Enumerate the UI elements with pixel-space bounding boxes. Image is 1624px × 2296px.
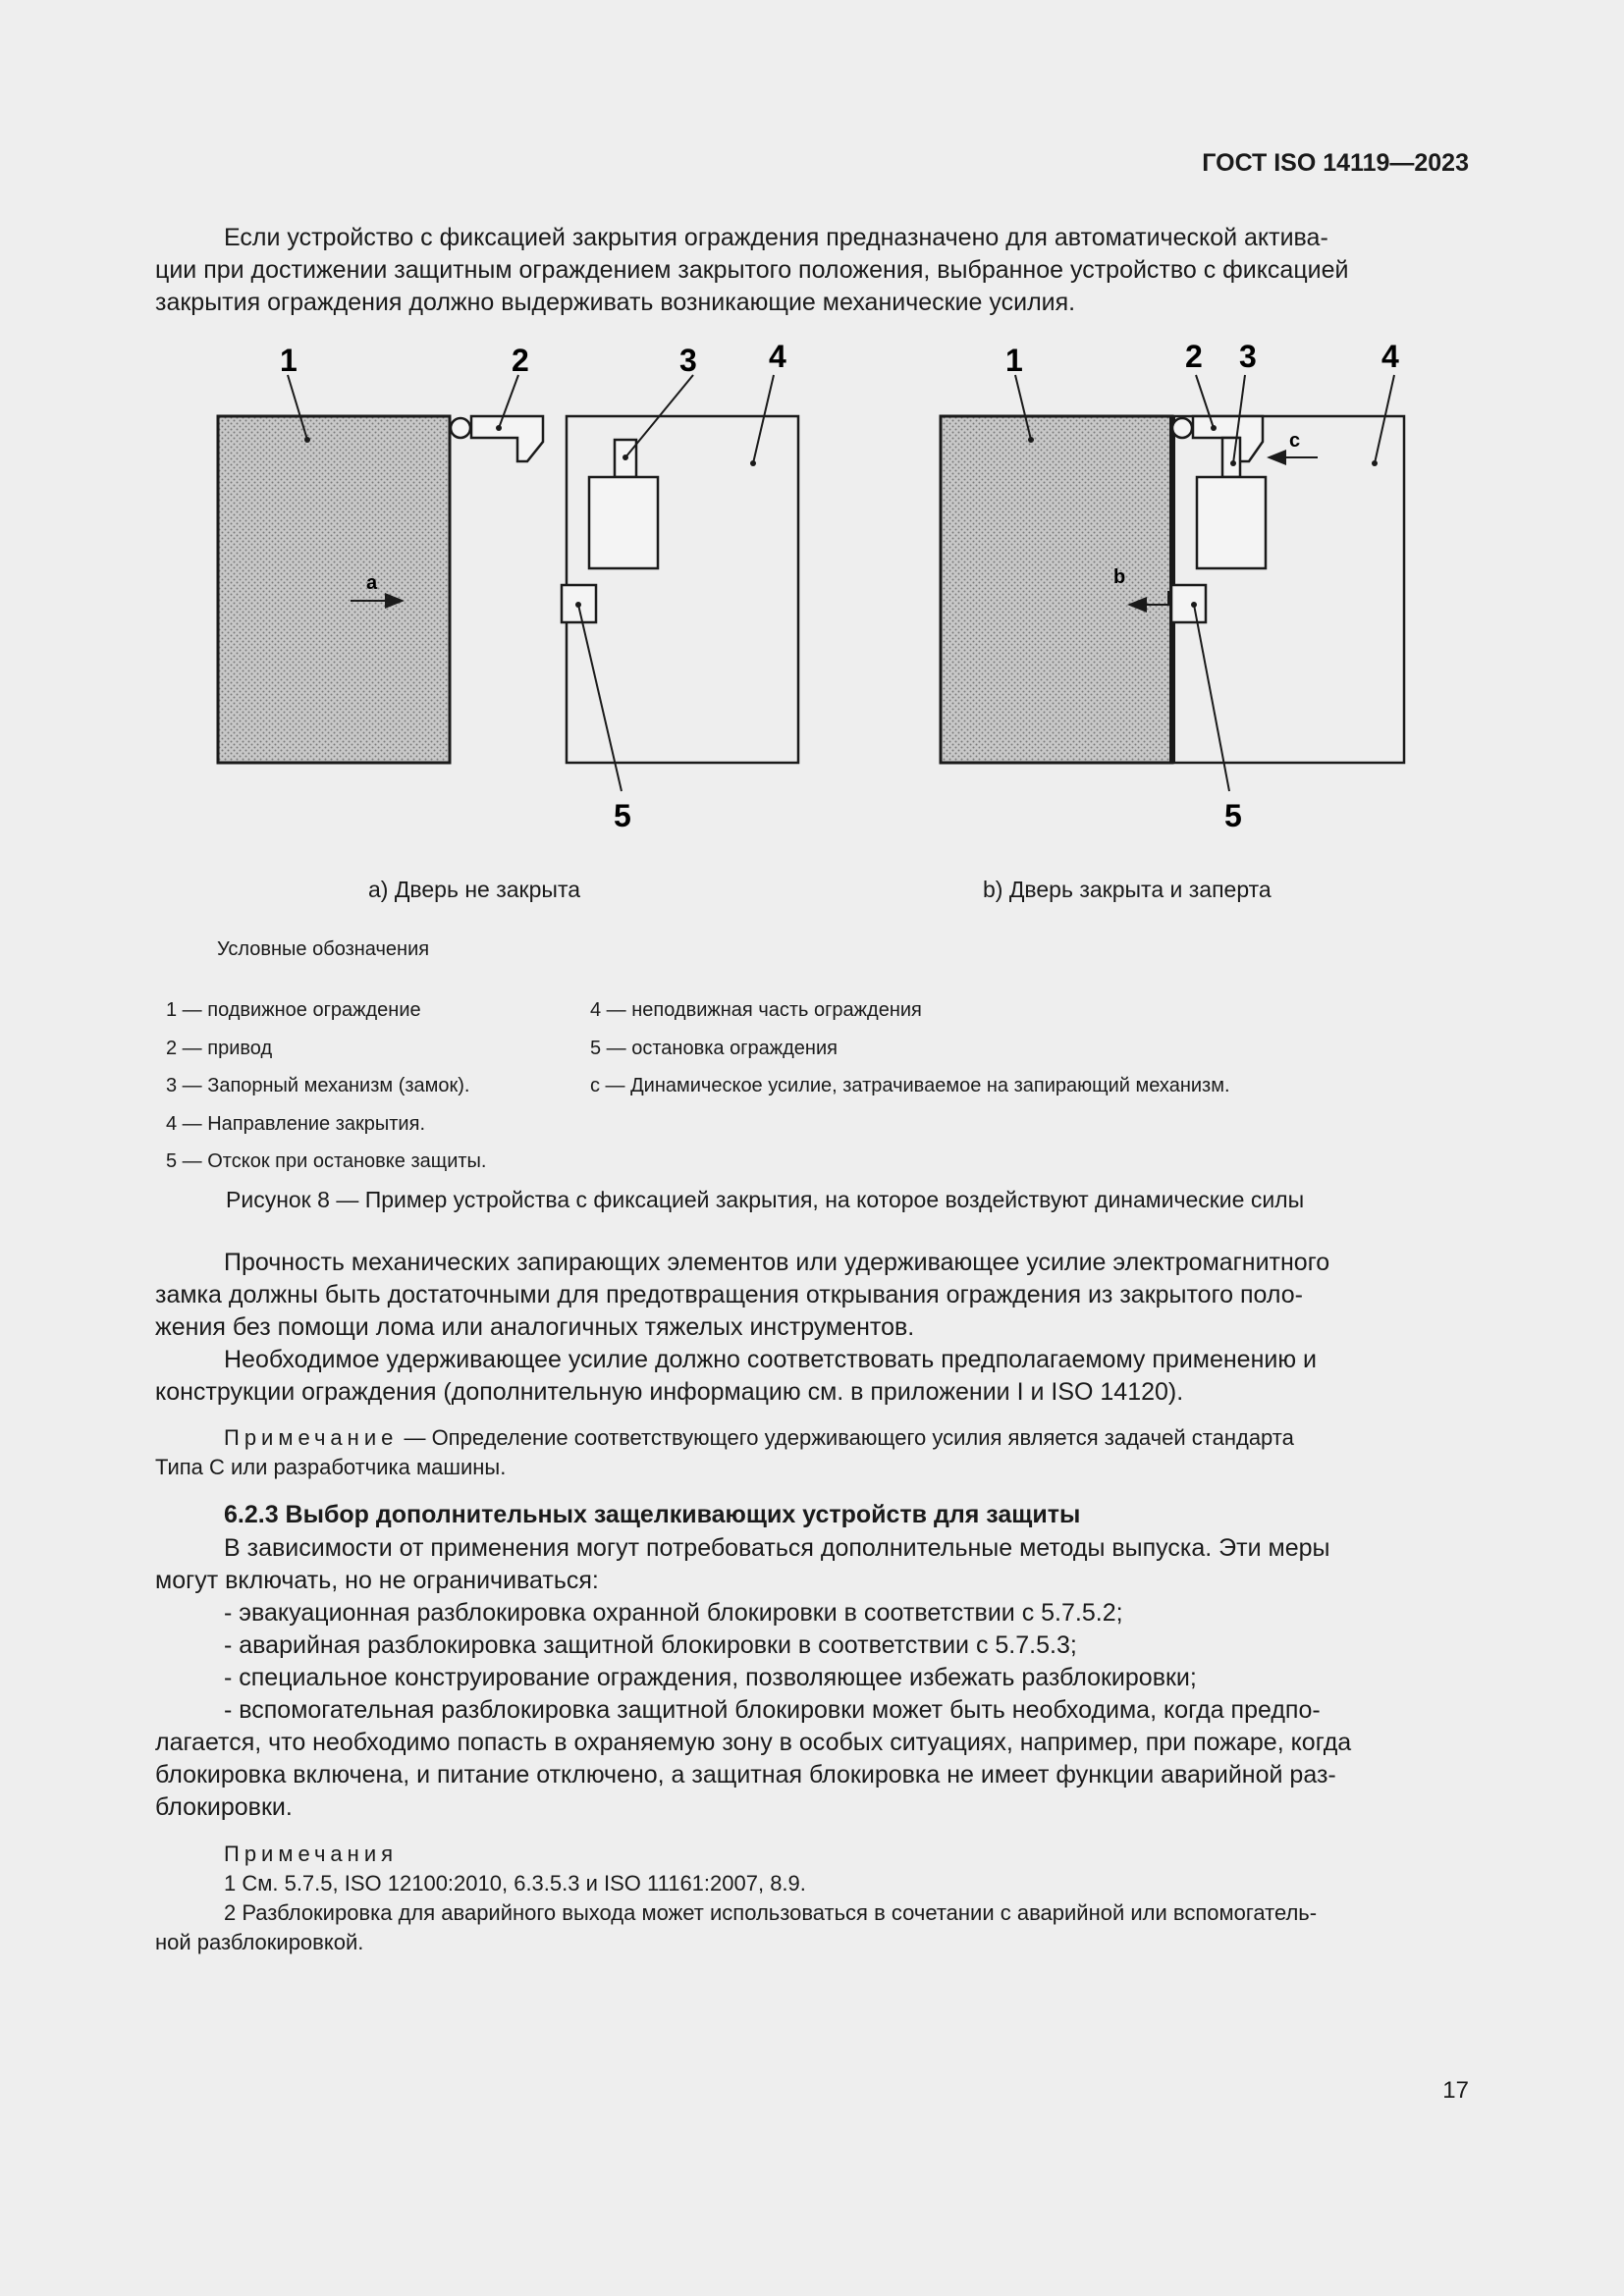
arrow-label-b: b <box>1113 566 1126 588</box>
list-item: - вспомогательная разблокировка защитной блокировки может быть необходима, когда предпо- <box>224 1696 1321 1724</box>
text-line: могут включать, но не ограничиваться: <box>155 1567 599 1594</box>
text-line: Прочность механических запирающих элементов или удерживающее усилие электромагнитного <box>224 1249 1330 1276</box>
legend-item: 1 — подвижное ограждение <box>166 999 421 1021</box>
leader-dot <box>304 437 310 443</box>
callout-2: 2 <box>1185 339 1203 374</box>
fixed-guard-part <box>567 416 798 763</box>
text-line: В зависимости от применения могут потребоваться дополнительные методы выпуска. Эти меры <box>224 1534 1330 1562</box>
list-item-continued: лагается, что необходимо попасть в охраняемую зону в особых ситуациях, например, при пожаре, когда <box>155 1729 1352 1756</box>
legend-item: c — Динамическое усилие, затрачиваемое на запирающий механизм. <box>590 1075 1230 1096</box>
callout-4: 4 <box>1381 339 1399 374</box>
movable-guard <box>941 416 1172 763</box>
hinge-pivot <box>451 418 470 438</box>
callout-1: 1 <box>280 343 298 378</box>
leader-dot <box>496 425 502 431</box>
callout-4: 4 <box>769 339 786 374</box>
callout-3: 3 <box>1239 339 1257 374</box>
guard-stop <box>1171 585 1206 622</box>
leader-dot <box>575 602 581 608</box>
section-heading: 6.2.3 Выбор дополнительных защелкивающих устройств для защиты <box>224 1501 1081 1528</box>
text-line: Если устройство с фиксацией закрытия ограждения предназначено для автоматической актива- <box>224 224 1328 251</box>
leader-dot <box>1372 460 1378 466</box>
legend-item: 4 — неподвижная часть ограждения <box>590 999 922 1021</box>
legend-item: 3 — Запорный механизм (замок). <box>166 1075 470 1096</box>
document-id: ГОСТ ISO 14119—2023 <box>1202 149 1469 177</box>
legend-left-column <box>166 991 486 1181</box>
caption-part-b: b) Дверь закрыта и заперта <box>983 877 1272 902</box>
text-line <box>224 1425 1294 1451</box>
callout-5: 5 <box>614 798 631 833</box>
note-label: Примечание <box>224 1425 399 1450</box>
arrow-label-c: c <box>1289 430 1301 452</box>
actuator <box>471 416 543 461</box>
hinge-pivot <box>1172 418 1192 438</box>
diagram-part-b <box>941 339 1404 833</box>
legend-item: 5 — Отскок при остановке защиты. <box>166 1150 487 1172</box>
text-line: Необходимое удерживающее усилие должно соответствовать предполагаемому применению и <box>224 1346 1318 1373</box>
note-text: — Определение соответствующего удерживающего усилия является задачей стандарта <box>398 1425 1294 1450</box>
movable-guard <box>218 416 450 763</box>
leader-dot <box>623 454 628 460</box>
callout-1: 1 <box>1005 343 1023 378</box>
notes-label: Примечания <box>224 1842 399 1866</box>
legend-item: 4 — Направление закрытия. <box>166 1112 425 1135</box>
note-item-continued: ной разблокировкой. <box>155 1930 364 1954</box>
text-line: замка должны быть достаточными для предотвращения открывания ограждения из закрытого поло- <box>155 1281 1303 1308</box>
leader-dot <box>750 460 756 466</box>
legend-title: Условные обозначения <box>217 938 430 960</box>
text-line: конструкции ограждения (дополнительную информацию см. в приложении I и ISO 14120). <box>155 1378 1184 1406</box>
leader-line <box>1375 375 1394 463</box>
callout-3: 3 <box>679 343 697 378</box>
note-item: 1 См. 5.7.5, ISO 12100:2010, 6.3.5.3 и ISO 11161:2007, 8.9. <box>224 1871 806 1896</box>
figure-8-diagram <box>0 334 1624 923</box>
callout-2: 2 <box>512 343 529 378</box>
note-item: 2 Разблокировка для аварийного выхода может использоваться в сочетании с аварийной или вспомогатель- <box>224 1900 1318 1925</box>
text-line: закрытия ограждения должно выдерживать возникающие механические усилия. <box>155 289 1076 316</box>
leader-line <box>753 375 774 463</box>
text-line: Типа C или разработчика машины. <box>155 1455 507 1479</box>
legend-item: 5 — остановка ограждения <box>590 1037 838 1059</box>
lock-bolt <box>1222 438 1240 477</box>
list-item: - аварийная разблокировка защитной блокировки в соответствии с 5.7.5.3; <box>224 1631 1077 1659</box>
locking-mechanism <box>1197 477 1266 568</box>
legend-right-column <box>590 991 1230 1105</box>
caption-part-a: a) Дверь не закрыта <box>368 877 581 902</box>
text-line: жения без помощи лома или аналогичных тяжелых инструментов. <box>155 1313 915 1341</box>
leader-dot <box>1230 460 1236 466</box>
diagram-part-a <box>218 339 798 833</box>
list-item-continued: блокировка включена, и питание отключено, а защитная блокировка не имеет функции аварийной раз- <box>155 1761 1336 1789</box>
text-line: ции при достижении защитным ограждением закрытого положения, выбранное устройство с фиксацией <box>155 256 1349 284</box>
list-item: - специальное конструирование ограждения, позволяющее избежать разблокировки; <box>224 1664 1197 1691</box>
fixed-guard-part <box>1172 416 1404 763</box>
page-number: 17 <box>1442 2077 1469 2104</box>
leader-dot <box>1211 425 1217 431</box>
legend-item: 2 — привод <box>166 1037 273 1059</box>
figure-title: Рисунок 8 — Пример устройства с фиксацией закрытия, на которое воздействуют динамические силы <box>226 1187 1305 1212</box>
leader-dot <box>1191 602 1197 608</box>
arrow-label-a: a <box>366 572 378 594</box>
leader-dot <box>1028 437 1034 443</box>
list-item: - эвакуационная разблокировка охранной блокировки в соответствии с 5.7.5.2; <box>224 1599 1123 1627</box>
callout-5: 5 <box>1224 798 1242 833</box>
locking-mechanism <box>589 477 658 568</box>
list-item-continued: блокировки. <box>155 1793 293 1821</box>
